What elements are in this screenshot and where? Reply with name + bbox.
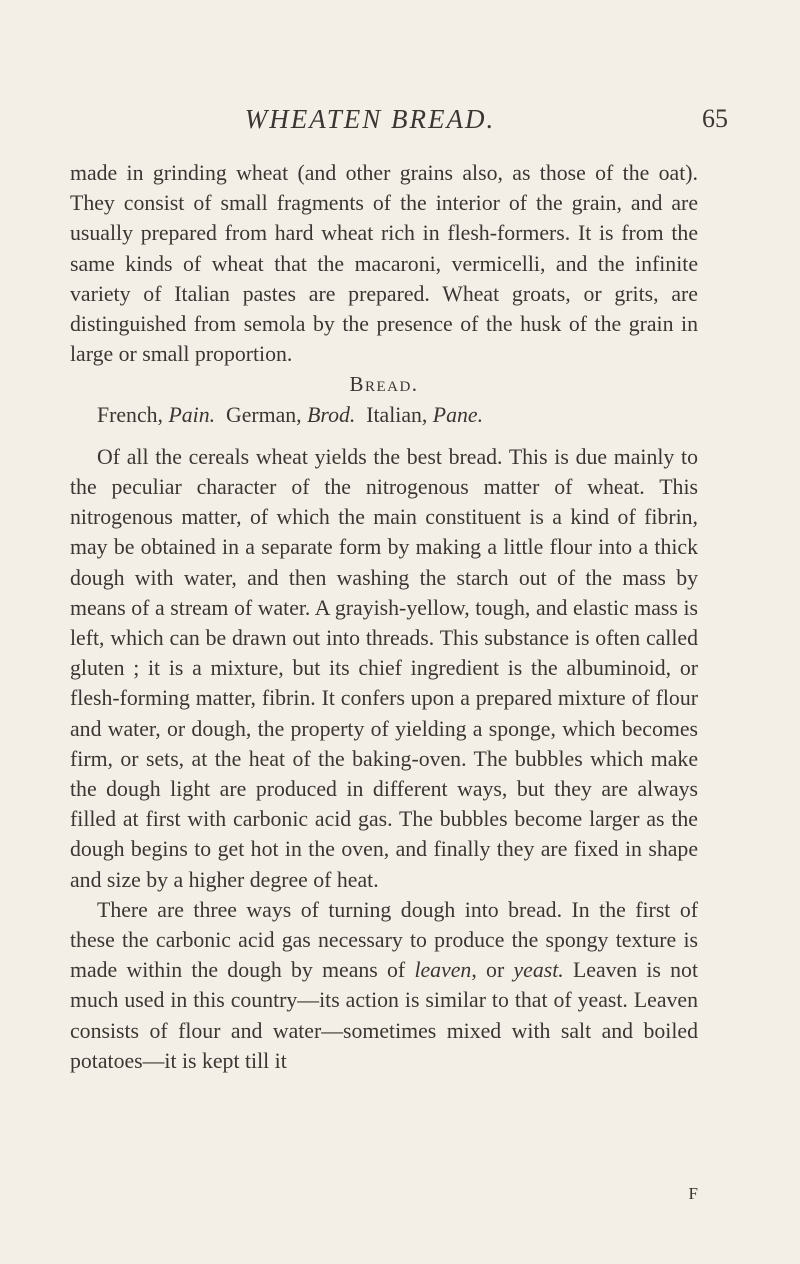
body-text: [70, 158, 698, 1076]
italian-word: Pane.: [432, 402, 484, 427]
french-label: French,: [97, 402, 163, 427]
yeast-term: yeast.: [513, 958, 564, 983]
foreign-names: [70, 400, 698, 430]
french-word: Pain.: [168, 402, 216, 427]
ways-part1: There are three ways of turning dough into bread. In the first of these the carbonic acid gas necessary to produce the spongy texture is made within the dough by means of: [70, 897, 698, 983]
paragraph-ways: [70, 895, 698, 1076]
italian-label: Italian,: [366, 402, 428, 427]
running-title: WHEATEN BREAD.: [244, 104, 496, 134]
ways-part2: , or: [471, 958, 505, 983]
german-label: German,: [225, 402, 302, 427]
leaven-term: leaven: [414, 958, 472, 983]
page-number: 65: [702, 104, 728, 133]
paragraph-continued: made in grinding wheat (and other grains also, as those of the oat). They consist of small fragments of the interior of the grain, and are usually prepared from hard wheat rich in flesh-formers. It is from the same kinds of wheat that the macaroni, vermicelli, and the infinite variety of Italian pastes are prepared. Wheat groats, or grits, are distinguished from semola by the presence of the husk of the grain in large or small proportion.: [70, 161, 698, 367]
paragraph-cereals: Of all the cereals wheat yields the best bread. This is due mainly to the peculiar character of the nitrogenous matter of wheat. This nitrogenous matter, of which the main constituent is a kind of fibrin, may be obtained in a separate form by making a little flour into a thick dough with water, and then washing the starch out of the mass by means of a stream of water. A grayish-yellow, tough, and elastic mass is left, which can be drawn out into threads. This substance is often called gluten ; it is a mixture, but its chief ingredient is the albuminoid, or flesh-forming matter, fibrin. It confers upon a prepared mixture of flour and water, or dough, the property of yielding a sponge, which becomes firm, or sets, at the heat of the baking-oven. The bubbles which make the dough light are produced in different ways, but they are always filled at first with carbonic acid gas. The bubbles become larger as the dough begins to get hot in the oven, and finally they are fixed in shape and size by a higher degree of heat.: [70, 444, 698, 892]
signature-mark: F: [688, 1184, 698, 1203]
running-head: [70, 98, 732, 138]
ways-part3: Leaven is not much used in this country—its action is similar to that of yeast. Leaven consists of flour and water—sometimes mixed with salt and boiled potatoes—it is kept till it: [70, 958, 699, 1073]
german-word: Brod.: [307, 402, 356, 427]
section-heading: Bread.: [349, 372, 419, 397]
